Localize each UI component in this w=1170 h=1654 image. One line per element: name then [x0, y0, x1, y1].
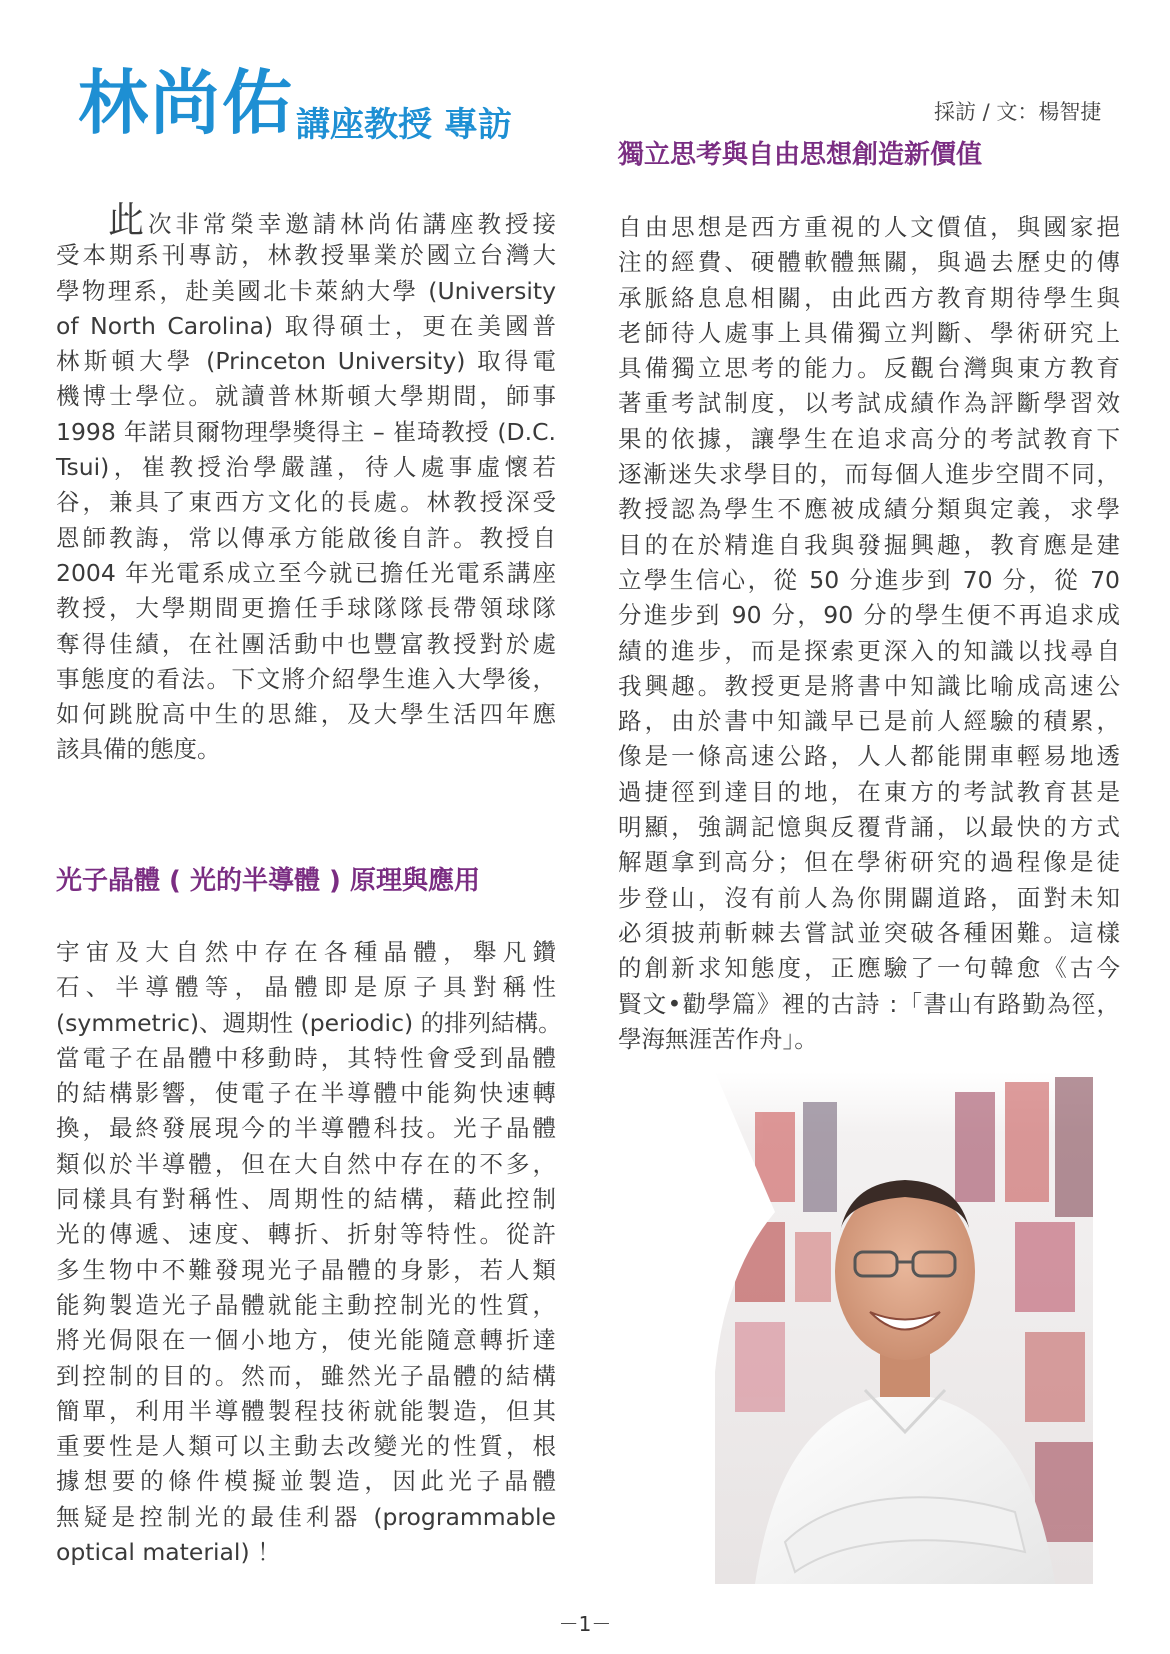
thinking-line: 的創新求知態度，正應驗了一句韓愈《古今 — [618, 954, 1120, 983]
thinking-line: 我興趣。教授更是將書中知識比喻成高速公 — [618, 671, 1120, 700]
thinking-paragraph — [618, 210, 1120, 1057]
thinking-line: 必須披荊斬棘去嘗試並突破各種困難。這樣 — [618, 918, 1120, 947]
photonic-line: (symmetric)、週期性 (periodic) 的排列結構。 — [56, 1008, 562, 1037]
photonic-line: 同樣具有對稱性、周期性的結構，藉此控制 — [56, 1185, 556, 1214]
intro-line: 1998 年諾貝爾物理學獎得主 – 崔琦教授 (D.C. — [56, 417, 556, 446]
intro-line: 受本期系刊專訪，林教授畢業於國立台灣大 — [56, 241, 556, 270]
intro-line: 奪得佳績，在社團活動中也豐富教授對於處 — [56, 629, 556, 658]
intro-line: 林斯頓大學 (Princeton University) 取得電 — [56, 347, 556, 376]
intro-line: 谷，兼具了東西方文化的長處。林教授深受 — [56, 488, 556, 517]
byline: 採訪 / 文：楊智捷 — [934, 100, 1102, 124]
photonic-line: 重要性是人類可以主動去改變光的性質，根 — [56, 1432, 556, 1461]
thinking-line: 教授認為學生不應被成績分類與定義，求學 — [618, 495, 1120, 524]
intro-line: of North Carolina) 取得碩士，更在美國普 — [56, 311, 556, 340]
photonic-line: 簡單，利用半導體製程技術就能製造，但其 — [56, 1396, 556, 1425]
thinking-line: 自由思想是西方重視的人文價值，與國家挹 — [618, 213, 1120, 241]
intro-line: 恩師教誨，常以傳承方能啟後自許。教授自 — [56, 523, 556, 552]
intro-line: Tsui)，崔教授治學嚴謹，待人處事虛懷若 — [56, 453, 556, 482]
photonic-line: 石、半導體等，晶體即是原子具對稱性 — [56, 973, 556, 1002]
thinking-line: 過捷徑到達目的地，在東方的考試教育甚是 — [618, 777, 1120, 806]
photonic-line: 將光侷限在一個小地方，使光能隨意轉折達 — [56, 1326, 556, 1355]
thinking-line: 分進步到 90 分，90 分的學生便不再追求成 — [618, 601, 1120, 630]
photonic-line: 多生物中不難發現光子晶體的身影，若人類 — [56, 1255, 556, 1284]
thinking-line: 立學生信心，從 50 分進步到 70 分，從 70 — [618, 565, 1120, 594]
thinking-line: 路，由於書中知識早已是前人經驗的積累， — [618, 707, 1120, 736]
intro-line: 2004 年光電系成立至今就已擔任光電系講座 — [56, 558, 556, 587]
section-heading-photonic: 光子晶體 ( 光的半導體 ) 原理與應用 — [56, 866, 480, 896]
thinking-line: 賢文•勸學篇》裡的古詩 :「書山有路勤為徑， — [618, 989, 1120, 1018]
intro-line: 該具備的態度。 — [56, 735, 221, 764]
article-title-subtitle: 講座教授 專訪 — [296, 105, 512, 145]
intro-line: 學物理系，赴美國北卡萊納大學 (University — [56, 276, 556, 305]
photonic-line: 當電子在晶體中移動時，其特性會受到晶體 — [56, 1043, 556, 1072]
photonic-line: 光的傳遞、速度、轉折、折射等特性。從許 — [56, 1220, 556, 1249]
thinking-line: 具備獨立思考的能力。反觀台灣與東方教育 — [618, 354, 1120, 383]
thinking-line: 明顯，強調記憶與反覆背誦，以最快的方式 — [618, 813, 1120, 842]
photonic-line: 據想要的條件模擬並製造，因此光子晶體 — [56, 1467, 556, 1496]
thinking-line: 承脈絡息息相關，由此西方教育期待學生與 — [618, 283, 1120, 312]
intro-line: 教授，大學期間更擔任手球隊隊長帶領球隊 — [56, 594, 556, 623]
photonic-line: 類似於半導體，但在大自然中存在的不多， — [56, 1149, 556, 1178]
thinking-line: 學海無涯苦作舟」。 — [618, 1024, 818, 1053]
photonic-line: 無疑是控制光的最佳利器 (programmable — [56, 1502, 556, 1531]
intro-paragraph — [56, 200, 556, 768]
intro-line-0: 此次非常榮幸邀請林尚佑講座教授接 — [104, 200, 556, 241]
thinking-line: 解題拿到高分；但在學術研究的過程像是徒 — [618, 848, 1120, 877]
photonic-line: 的結構影響，使電子在半導體中能夠快速轉 — [56, 1079, 556, 1108]
thinking-line: 績的進步，而是探索更深入的知識以找尋自 — [618, 636, 1120, 665]
photonic-paragraph — [56, 935, 562, 1570]
page-number: －1－ — [558, 1612, 612, 1636]
intro-line: 事態度的看法。下文將介紹學生進入大學後， — [56, 664, 556, 693]
thinking-line: 注的經費、硬體軟體無關，與過去歷史的傳 — [618, 248, 1120, 277]
thinking-line: 果的依據，讓學生在追求高分的考試教育下 — [618, 424, 1120, 453]
photonic-line: 到控制的目的。然而，雖然光子晶體的結構 — [56, 1361, 556, 1390]
thinking-line: 逐漸迷失求學目的，而每個人進步空間不同， — [618, 460, 1120, 489]
thinking-line: 著重考試制度，以考試成績作為評斷學習效 — [618, 389, 1120, 418]
thinking-line: 目的在於精進自我與發掘興趣，教育應是建 — [618, 530, 1120, 559]
article-title-name: 林尚佑 — [78, 62, 294, 144]
thinking-line: 像是一條高速公路，人人都能開車輕易地透 — [618, 742, 1120, 771]
section-heading-thinking: 獨立思考與自由思想創造新價值 — [618, 140, 983, 170]
dropcap: 此 — [104, 200, 148, 241]
intro-line: 如何跳脫高中生的思維，及大學生活四年應 — [56, 700, 556, 729]
photonic-line: 宇宙及大自然中存在各種晶體，舉凡鑽 — [56, 938, 556, 966]
photonic-line: optical material) ！ — [56, 1538, 281, 1567]
photonic-line: 換，最終發展現今的半導體科技。光子晶體 — [56, 1114, 556, 1143]
photonic-line: 能夠製造光子晶體就能主動控制光的性質， — [56, 1290, 556, 1319]
thinking-line: 步登山，沒有前人為你開闢道路，面對未知 — [618, 883, 1120, 912]
intro-line: 機博士學位。就讀普林斯頓大學期間，師事 — [56, 382, 556, 411]
professor-portrait-photo — [715, 1072, 1093, 1584]
thinking-line: 老師待人處事上具備獨立判斷、學術研究上 — [618, 318, 1120, 347]
